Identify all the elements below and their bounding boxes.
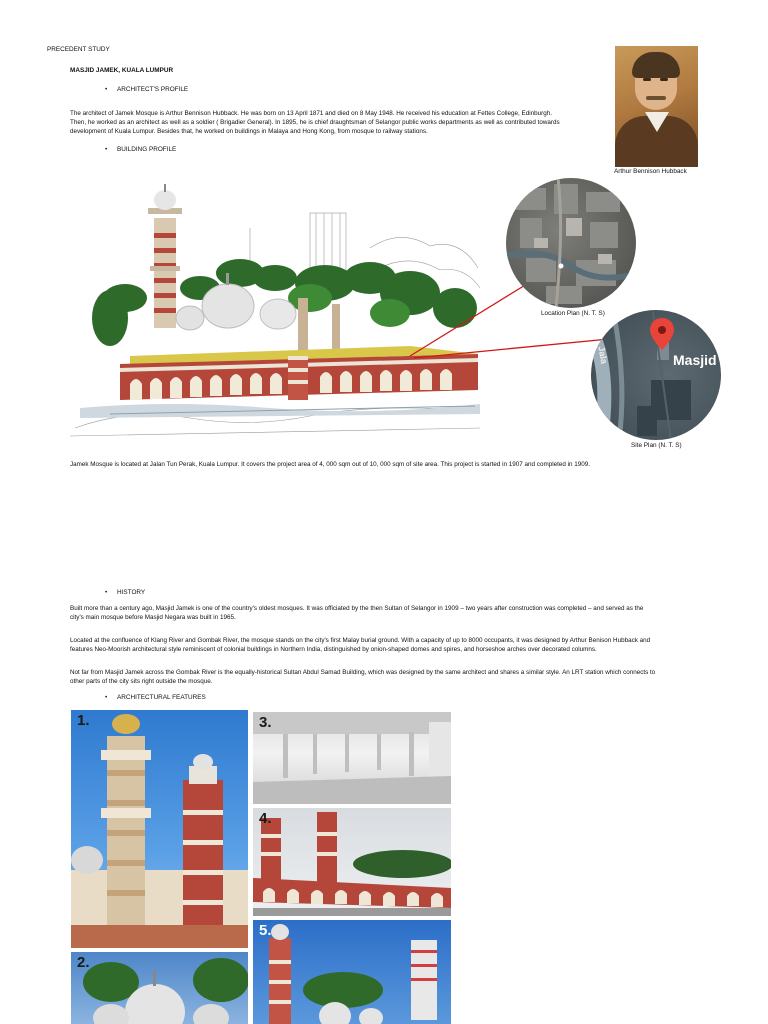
history-p2-line-1: Located at the confluence of Klang River and Gombak River, the mosque stands on the city's first Malay burial ground. With a capacity of up to 8000 occupants, it was designed by Arthur Benison Hubback and	[70, 637, 651, 644]
location-plan-map	[506, 178, 636, 308]
architect-line-2: Then, he worked as an architect as well as a soldier ( Brigadier General). In 1895, he is chief draughtsman of Selangor public works departments as well as contributed towards	[70, 119, 560, 126]
history-p3-line-2: other parts of the city sits right outside the mosque.	[70, 678, 213, 685]
portrait-caption: Arthur Bennison Hubback	[614, 168, 687, 175]
photo-number-5: 5.	[259, 922, 272, 939]
building-profile-heading: • BUILDING PROFILE	[117, 145, 176, 154]
history-p3-line-1: Not far from Masjid Jamek across the Gombak River is the equally-historical Sultan Abdul Samad Building, which was designed by the same architect and shares a similar style. An LRT station which connects to	[70, 669, 656, 676]
photo-minarets	[71, 710, 248, 948]
architect-profile-heading: • ARCHITECT'S PROFILE	[117, 85, 188, 94]
photo-prayer-hall	[253, 712, 451, 804]
history-paragraph-3	[70, 668, 722, 686]
photo-skyline	[253, 920, 451, 1024]
architect-line-3: development of Kuala Lumpur. Besides that, he worked on buildings in Malaya and Hong Kong, from mosque to railway stations.	[70, 128, 428, 135]
architect-line-1: The architect of Jamek Mosque is Arthur Bennison Hubback. He was born on 13 April 1871 and died on 8 May 1948. He received his education at Fettes College, Edinburgh.	[70, 110, 552, 117]
history-paragraph-1	[70, 604, 722, 622]
map-label-jalan: Jala	[596, 345, 610, 365]
photo-number-4: 4.	[259, 810, 272, 827]
location-plan-caption: Location Plan (N. T. S)	[541, 310, 605, 317]
history-p1-line-1: Built more than a century ago, Masjid Jamek is one of the country's oldest mosques. It was officiated by the then Sultan of Selangor in 1909 – two years after construction was completed – and served as the	[70, 605, 644, 612]
page-title: MASJID JAMEK, KUALA LUMPUR	[70, 67, 174, 74]
photo-number-2: 2.	[77, 954, 90, 971]
history-p2-line-2: features Neo-Moorish architectural style reminiscent of colonial buildings in Northern India, distinguished by onion-shaped domes and spires, and horseshoe arches over decorated columns.	[70, 646, 597, 653]
site-plan-caption: Site Plan (N. T. S)	[631, 442, 682, 449]
photo-number-3: 3.	[259, 714, 272, 731]
history-p1-line-2: city's main mosque before Masjid Negara was built in 1965.	[70, 614, 236, 621]
section-label: PRECEDENT STUDY	[47, 46, 110, 53]
history-heading: • HISTORY	[117, 588, 145, 597]
map-label-masjid: Masjid	[673, 352, 717, 368]
photo-arcade	[253, 808, 451, 916]
photo-domes	[71, 952, 248, 1024]
site-plan-map	[591, 310, 721, 440]
architectural-features-heading: • ARCHITECTURAL FEATURES	[117, 693, 206, 702]
building-description: Jamek Mosque is located at Jalan Tun Perak, Kuala Lumpur. It covers the project area of 4, 000 sqm out of 10, 000 sqm of site area. This project is started in 1907 and completed in 1909.	[70, 461, 591, 468]
history-paragraph-2	[70, 636, 722, 654]
photo-number-1: 1.	[77, 712, 90, 729]
